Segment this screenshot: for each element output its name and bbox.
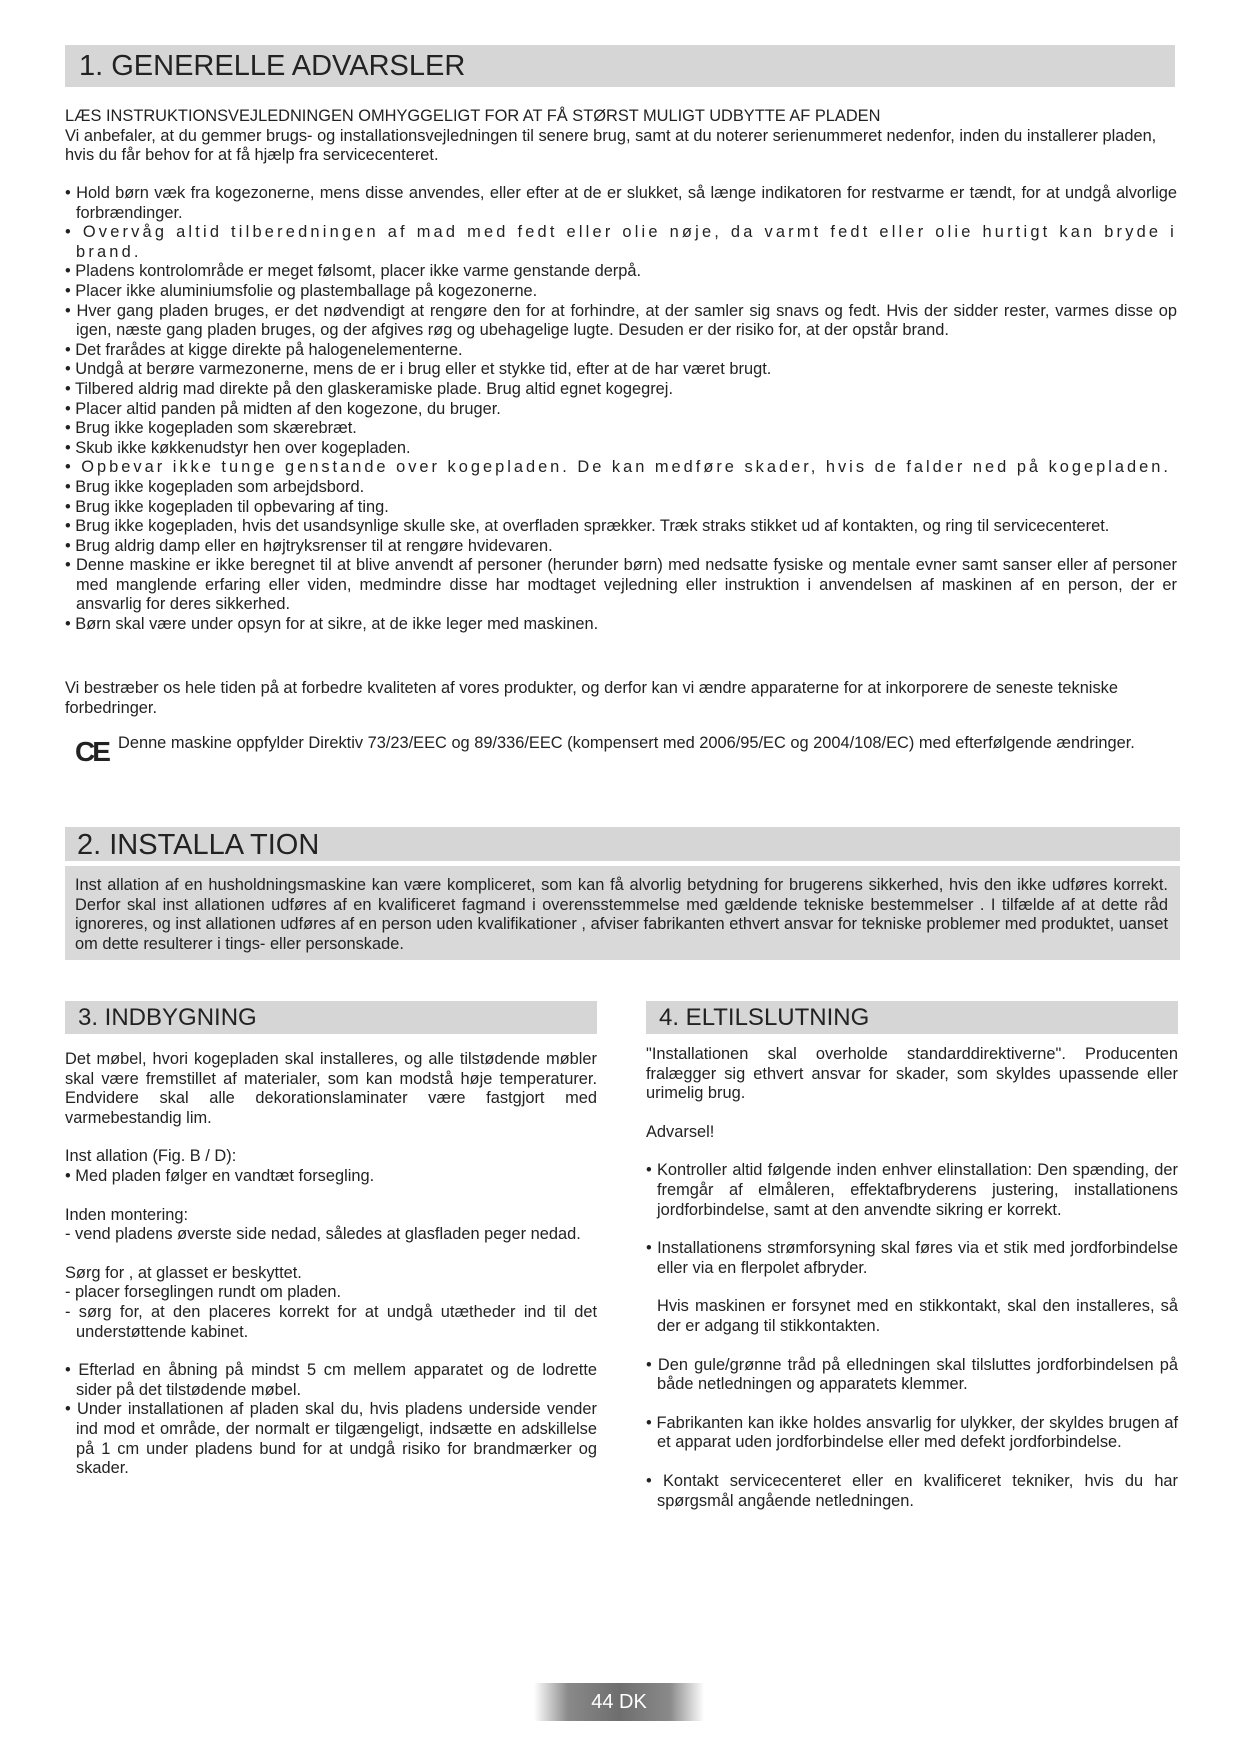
before-label: Inden montering: (65, 1205, 189, 1224)
intro-caps-line: LÆS INSTRUKTIONSVEJLEDNINGEN OMHYGGELIGT FOR AT FÅ STØRST MULIGT UDBYTTE AF PLADEN (65, 107, 881, 125)
section-4-body (646, 1045, 1178, 1511)
list-item: • Placer altid panden på midten af den kogezone, du bruger. (65, 400, 1177, 420)
list-item: • Denne maskine er ikke beregnet til at blive anvendt af personer (herunder børn) med nedsatte fysiske og mentale evner samt sanser eller af personer med manglende erfaring eller viden, medmindre disse har modtaget vejledning eller instruktion i anvendelsen af maskinen af en person, der er ansvarlig for deres sikkerhed. (65, 556, 1177, 615)
section-1-title: 1. GENERELLE ADVARSLER (65, 45, 1175, 87)
list-item: • Overvåg altid tilberedningen af mad med fedt eller olie nøje, da varmt fedt eller olie hurtigt kan bryde i brand. (65, 223, 1177, 262)
section-3-title: 3. INDBYGNING (65, 1001, 597, 1034)
list-item: • Opbevar ikke tunge genstande over kogepladen. De kan medføre skader, hvis de falder ned på kogepladen. (65, 458, 1177, 478)
list-item: • Den gule/grønne tråd på elledningen skal tilsluttes jordforbindelsen på både netledningen og apparatets klemmer. (646, 1356, 1178, 1395)
list-item: • Hver gang pladen bruges, er det nødvendigt at rengøre den for at forhindre, at der samler sig snavs og fedt. Hvis der sidder rester, varmes disse op igen, næste gang pladen bruges, og der afgives røg og ubehagelige lugte. Desuden er der risiko for, at der opstår brand. (65, 302, 1177, 341)
list-item: • Under installationen af pladen skal du, hvis pladens underside vender ind mod et område, der normalt er tilgængeligt, indsætte en adskillelse på 1 cm under pladens bund for at undgå risiko for brandmærker og skader. (65, 1400, 597, 1478)
list-item: • Pladens kontrolområde er meget følsomt, placer ikke varme genstande derpå. (65, 262, 1177, 282)
list-item: - placer forseglingen rundt om pladen. (65, 1283, 597, 1303)
list-item: • Kontroller altid følgende inden enhver elinstallation: Den spænding, der fremgår af elmåleren, effektafbryderens justering, installationens jordforbindelse, samt at den anvendte sikring er korrekt. (646, 1161, 1178, 1220)
list-item: • Brug ikke kogepladen til opbevaring af ting. (65, 498, 1177, 518)
list-item: • Det frarådes at kigge direkte på halogenelementerne. (65, 341, 1177, 361)
list-item: • Tilbered aldrig mad direkte på den glaskeramiske plade. Brug altid egnet kogegrej. (65, 380, 1177, 400)
list-item: • Børn skal være under opsyn for at sikre, at de ikke leger med maskinen. (65, 615, 1177, 635)
safety-bullet-list (65, 184, 1177, 635)
intro-text: Vi anbefaler, at du gemmer brugs- og installationsvejledningen til senere brug, samt at du noterer serienummeret nedenfor, inden du installerer pladen, hvis du får behov for at få hjælp fra servicecenteret. (65, 126, 1157, 165)
list-item: • Installationens strømforsyning skal føres via et stik med jordforbindelse eller via en flerpolet afbryder. (646, 1239, 1178, 1278)
section-1-intro (65, 107, 1175, 166)
install-label: Inst allation (Fig. B / D): (65, 1147, 237, 1166)
list-item: • Kontakt servicecenteret eller en kvalificeret tekniker, hvis du har spørgsmål angående netledningen. (646, 1472, 1178, 1511)
section-4-title: 4. ELTILSLUTNING (646, 1001, 1178, 1034)
list-item: • Placer ikke aluminiumsfolie og plastemballage på kogezonerne. (65, 282, 1177, 302)
list-item: • Med pladen følger en vandtæt forsegling. (65, 1167, 597, 1187)
list-item: • Undgå at berøre varmezonerne, mens de er i brug eller et stykke tid, efter at de har været brugt. (65, 360, 1177, 380)
list-item: • Brug aldrig damp eller en højtryksrenser til at rengøre hvidevaren. (65, 537, 1177, 557)
socket-note: Hvis maskinen er forsynet med en stikkontakt, skal den installeres, så der er adgang til stikkontakten. (657, 1297, 1178, 1335)
list-item: • Brug ikke kogepladen som arbejdsbord. (65, 478, 1177, 498)
installation-warning-box: Inst allation af en husholdningsmaskine kan være kompliceret, som kan få alvorlig betydning for brugerens sikkerhed, hvis den ikke udføres korrekt. Derfor skal inst allationen udføres af en kvalificeret fagmand i overensstemmelse med gældende tekniske bestemmelser . I tilfælde af at dette råd ignoreres, og inst allationen udføres af en person uden kvalifikationer , afviser fabrikanten ethvert ansvar for tekniske problemer med produktet, uanset om dette resulterer i tings- eller personskade. (65, 866, 1180, 960)
list-item: • Brug ikke kogepladen, hvis det usandsynlige skulle ske, at overfladen sprækker. Træk straks stikket ud af kontakten, og ring til servicecenteret. (65, 517, 1177, 537)
page-number: 44 DK (534, 1683, 704, 1721)
list-item: • Hold børn væk fra kogezonerne, mens disse anvendes, eller efter at de er slukket, så længe indikatoren for restvarme er tændt, for at undgå alvorlige forbrændinger. (65, 184, 1177, 223)
quality-statement: Vi bestræber os hele tiden på at forbedre kvaliteten af vores produkter, og derfor kan vi ændre apparaterne for at inkorporere de seneste tekniske forbedringer. (65, 679, 1118, 717)
list-item: • Efterlad en åbning på mindst 5 cm mellem apparatet og de lodrette sider på det tilstødende møbel. (65, 1361, 597, 1400)
section-2-title: 2. INSTALLA TION (65, 827, 1180, 861)
list-item: • Brug ikke kogepladen som skærebræt. (65, 419, 1177, 439)
list-item: • Fabrikanten kan ikke holdes ansvarlig for ulykker, der skyldes brugen af et apparat uden jordforbindelse eller med defekt jordforbindelse. (646, 1414, 1178, 1453)
list-item: • Skub ikke køkkenudstyr hen over kogepladen. (65, 439, 1177, 459)
section-3-body (65, 1050, 597, 1479)
list-item: - sørg for, at den placeres korrekt for at undgå utætheder ind til det understøttende kabinet. (65, 1303, 597, 1342)
warning-label: Advarsel! (646, 1122, 715, 1141)
paragraph: Det møbel, hvori kogepladen skal installeres, og alle tilstødende møbler skal være fremstillet af materialer, som kan modstå høje temperaturer. Endvidere skal alle dekorationslaminater være fastgjort med varmebestandig lim. (65, 1050, 597, 1127)
paragraph: "Installationen skal overholde standarddirektiverne". Producenten fralægger sig ethvert ansvar for skader, som skyldes upassende eller urimelig brug. (646, 1045, 1178, 1103)
ensure-label: Sørg for , at glasset er beskyttet. (65, 1263, 302, 1282)
ce-mark-icon: CE (75, 736, 108, 767)
ce-text: Denne maskine oppfylder Direktiv 73/23/EEC og 89/336/EEC (kompensert med 2006/95/EC og 2004/108/EC) med efterfølgende ændringer. (118, 734, 1135, 752)
list-item: - vend pladens øverste side nedad, således at glasfladen peger nedad. (65, 1225, 597, 1245)
